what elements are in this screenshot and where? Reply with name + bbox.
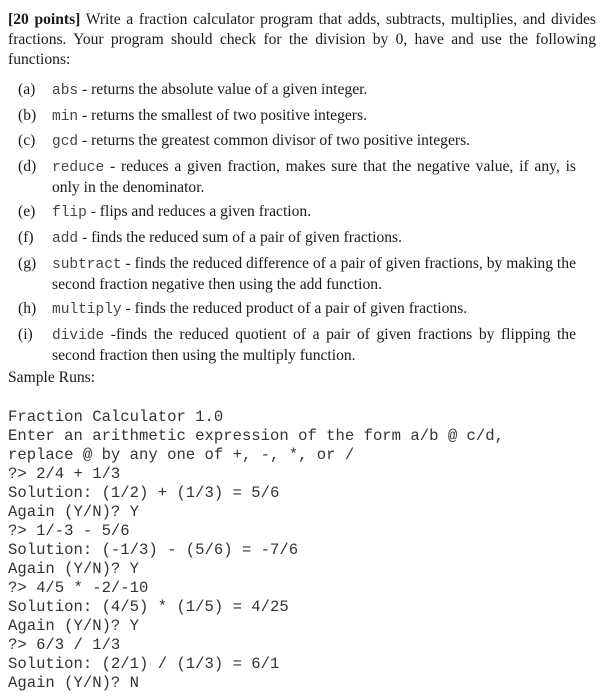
function-item bbox=[8, 325, 596, 366]
output-line: Solution: (1/2) + (1/3) = 5/6 bbox=[8, 484, 280, 502]
item-label: (h) bbox=[18, 300, 37, 318]
item-label: (b) bbox=[18, 106, 37, 124]
output-line: Again (Y/N)? Y bbox=[8, 560, 140, 578]
function-description: - returns the greatest common divisor of two positive integers. bbox=[78, 132, 471, 150]
function-list bbox=[8, 80, 596, 366]
item-text bbox=[52, 325, 596, 366]
item-text bbox=[52, 254, 596, 295]
sample-runs-heading: Sample Runs: bbox=[8, 369, 96, 386]
intro-text: Write a fraction calculator program that adds, subtracts, multiplies, and divides fractions. Your program should check for the division by 0, have and use the following functions: bbox=[8, 11, 596, 68]
function-item bbox=[8, 80, 596, 101]
function-description: - returns the absolute value of a given integer. bbox=[78, 81, 368, 98]
output-line: Solution: (2/1) / (1/3) = 6/1 bbox=[8, 655, 280, 673]
function-name: min bbox=[52, 108, 79, 125]
item-label: (i) bbox=[18, 325, 33, 343]
output-line: Again (Y/N)? Y bbox=[8, 617, 140, 635]
output-line: ?> 1/-3 - 5/6 bbox=[8, 522, 130, 540]
function-description: - finds the reduced sum of a pair of given fractions. bbox=[78, 228, 403, 246]
function-item bbox=[8, 228, 596, 249]
output-line: ?> 6/3 / 1/3 bbox=[8, 636, 121, 654]
function-description: - finds the reduced product of a pair of given fractions. bbox=[121, 300, 468, 318]
output-line: Solution: (-1/3) - (5/6) = -7/6 bbox=[8, 541, 299, 559]
intro-paragraph bbox=[8, 10, 596, 70]
function-name: multiply bbox=[52, 302, 122, 319]
function-item bbox=[8, 106, 596, 127]
function-item bbox=[8, 254, 596, 295]
function-name: reduce bbox=[52, 159, 105, 176]
function-item bbox=[8, 299, 596, 320]
output-line: replace @ by any one of +, -, *, or / bbox=[8, 446, 355, 464]
output-line: Fraction Calculator 1.0 bbox=[8, 408, 224, 426]
item-text bbox=[52, 228, 596, 249]
item-text bbox=[52, 299, 596, 320]
item-label: (f) bbox=[18, 228, 34, 246]
function-description: - returns the smallest of two positive integers. bbox=[78, 106, 367, 124]
sample-output bbox=[8, 408, 504, 693]
function-name: abs bbox=[52, 83, 79, 99]
function-name: flip bbox=[52, 205, 87, 222]
function-name: subtract bbox=[52, 256, 122, 273]
function-name: gcd bbox=[52, 134, 79, 151]
function-item bbox=[8, 157, 596, 198]
function-item bbox=[8, 202, 596, 223]
output-line: Again (Y/N)? Y bbox=[8, 503, 140, 521]
item-label: (e) bbox=[18, 203, 36, 221]
item-text bbox=[52, 131, 596, 152]
points-label: [20 points] bbox=[8, 11, 81, 28]
function-name: divide bbox=[52, 327, 105, 344]
item-text bbox=[52, 157, 596, 198]
item-label: (d) bbox=[18, 157, 37, 175]
item-label: (c) bbox=[18, 132, 36, 150]
item-label: (g) bbox=[18, 254, 37, 272]
function-description: -finds the reduced quotient of a pair of given fractions by flipping the second fraction then using the multiply function. bbox=[52, 325, 576, 364]
output-line: ?> 2/4 + 1/3 bbox=[8, 465, 121, 483]
item-label: (a) bbox=[18, 81, 36, 98]
output-line: Solution: (4/5) * (1/5) = 4/25 bbox=[8, 598, 289, 616]
item-text bbox=[52, 106, 596, 127]
output-line: ?> 4/5 * -2/-10 bbox=[8, 579, 149, 597]
function-item bbox=[8, 131, 596, 152]
item-text bbox=[52, 80, 596, 101]
output-line: Enter an arithmetic expression of the form a/b @ c/d, bbox=[8, 427, 504, 445]
function-description: - flips and reduces a given fraction. bbox=[86, 203, 312, 221]
item-text bbox=[52, 202, 596, 223]
function-description: - reduces a given fraction, makes sure that the negative value, if any, is only in the denominator. bbox=[52, 157, 576, 196]
problem-statement bbox=[8, 10, 596, 370]
function-description: - finds the reduced difference of a pair of given fractions, by making the second fraction negative then using the add function. bbox=[52, 254, 576, 293]
function-name: add bbox=[52, 230, 79, 247]
output-line: Again (Y/N)? N bbox=[8, 674, 140, 692]
